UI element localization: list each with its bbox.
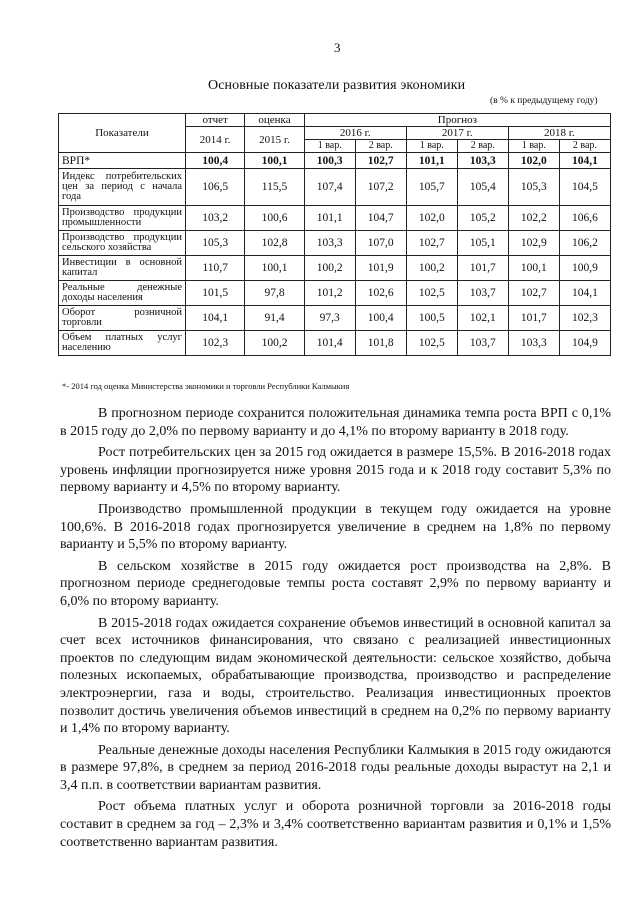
cell-value: 102,0: [508, 153, 559, 169]
table-footnote: *- 2014 год оценка Министерства экономики и торговли Республики Калмыкия: [62, 381, 350, 391]
cell-value: 100,1: [245, 256, 304, 281]
header-variant-1: 1 вар.: [508, 140, 559, 153]
indicators-table: [58, 113, 611, 356]
row-label: Производство продукции промышленности: [59, 206, 186, 231]
cell-value: 105,3: [508, 169, 559, 206]
header-variant-1: 1 вар.: [304, 140, 355, 153]
cell-value: 91,4: [245, 306, 304, 331]
cell-value: 101,1: [406, 153, 457, 169]
cell-value: 104,9: [559, 331, 610, 356]
cell-value: 97,3: [304, 306, 355, 331]
table-row: [59, 153, 611, 169]
cell-value: 102,1: [457, 306, 508, 331]
cell-value: 101,1: [304, 206, 355, 231]
cell-value: 106,5: [186, 169, 245, 206]
header-variant-2: 2 вар.: [559, 140, 610, 153]
cell-value: 97,8: [245, 281, 304, 306]
row-label: Индекс потребительских цен за период с начала года: [59, 169, 186, 206]
cell-value: 100,4: [186, 153, 245, 169]
cell-value: 100,1: [508, 256, 559, 281]
row-label: Производство продукции сельского хозяйства: [59, 231, 186, 256]
cell-value: 106,6: [559, 206, 610, 231]
row-label: Реальные денежные доходы населения: [59, 281, 186, 306]
cell-value: 105,2: [457, 206, 508, 231]
cell-value: 101,9: [355, 256, 406, 281]
cell-value: 102,7: [355, 153, 406, 169]
cell-value: 102,2: [508, 206, 559, 231]
header-indicators: Показатели: [59, 114, 186, 153]
cell-value: 100,2: [406, 256, 457, 281]
cell-value: 101,8: [355, 331, 406, 356]
cell-value: 105,1: [457, 231, 508, 256]
cell-value: 104,1: [186, 306, 245, 331]
header-year-2014: 2014 г.: [186, 127, 245, 153]
paragraph: В сельском хозяйстве в 2015 году ожидается рост производства на 2,8%. В прогнозном периоде среднегодовые темпы роста составят 2,9% по первому варианту и 6,0% по второму варианту.: [60, 558, 611, 609]
paragraph: Рост потребительских цен за 2015 год ожидается в размере 15,5%. В 2016-2018 годах уровень инфляции прогнозируется ниже уровня 2015 года и к 2018 году составит 5,3% по первому варианту и 4,5% по второму варианту.: [60, 445, 611, 496]
cell-value: 101,7: [457, 256, 508, 281]
table-row: [59, 206, 611, 231]
cell-value: 102,9: [508, 231, 559, 256]
cell-value: 102,7: [406, 231, 457, 256]
row-label: ВРП*: [59, 153, 186, 169]
paragraph: В 2015-2018 годах ожидается сохранение объемов инвестиций в основной капитал за счет всех источников финансирования, что связано с реализацией инвестиционных проектов по следующим видам экономической деятельности: сельское хозяйство, добыча полезных ископаемых, обрабатывающие производства, производство и распределение электроэнергии, газа и воды, строительство. Реализация инвестиционных проектов позволит достичь увеличения объемов инвестиций в среднем на 0,2% по первому варианту и 1,4% по второму варианту.: [60, 615, 611, 737]
cell-value: 100,3: [304, 153, 355, 169]
table-row: [59, 281, 611, 306]
header-variant-1: 1 вар.: [406, 140, 457, 153]
cell-value: 100,1: [245, 153, 304, 169]
cell-value: 100,6: [245, 206, 304, 231]
body-text: [60, 405, 611, 855]
paragraph: Рост объема платных услуг и оборота розничной торговли за 2016-2018 годы составит в среднем за год – 2,3% и 3,4% соответственно вариантам развития и 0,1% и 1,5% соответственно вариантам развития.: [60, 799, 611, 850]
cell-value: 107,2: [355, 169, 406, 206]
header-year-2017: 2017 г.: [406, 127, 508, 140]
cell-value: 100,2: [304, 256, 355, 281]
header-variant-2: 2 вар.: [457, 140, 508, 153]
paragraph: Реальные денежные доходы населения Республики Калмыкия в 2015 году ожидаются в размере 97,8%, в среднем за период 2016-2018 годы реальные доходы вырастут на 2,1 и 3,4 п.п. в соответствии вариантам развития.: [60, 742, 611, 793]
cell-value: 101,5: [186, 281, 245, 306]
cell-value: 106,2: [559, 231, 610, 256]
cell-value: 100,4: [355, 306, 406, 331]
cell-value: 110,7: [186, 256, 245, 281]
row-label: Объем платных услуг населению: [59, 331, 186, 356]
header-variant-2: 2 вар.: [355, 140, 406, 153]
cell-value: 102,5: [406, 281, 457, 306]
cell-value: 103,3: [508, 331, 559, 356]
table-row: [59, 256, 611, 281]
cell-value: 102,6: [355, 281, 406, 306]
header-estimate: оценка: [245, 114, 304, 127]
cell-value: 100,5: [406, 306, 457, 331]
cell-value: 100,9: [559, 256, 610, 281]
cell-value: 103,3: [304, 231, 355, 256]
header-forecast: Прогноз: [304, 114, 610, 127]
units-note: (в % к предыдущему году): [490, 96, 598, 106]
cell-value: 102,7: [508, 281, 559, 306]
cell-value: 105,7: [406, 169, 457, 206]
cell-value: 104,1: [559, 153, 610, 169]
cell-value: 104,1: [559, 281, 610, 306]
header-year-2016: 2016 г.: [304, 127, 406, 140]
cell-value: 115,5: [245, 169, 304, 206]
cell-value: 101,7: [508, 306, 559, 331]
cell-value: 103,7: [457, 281, 508, 306]
row-label: Оборот розничной торговли: [59, 306, 186, 331]
cell-value: 103,2: [186, 206, 245, 231]
cell-value: 107,0: [355, 231, 406, 256]
page-title: Основные показатели развития экономики: [208, 78, 466, 93]
cell-value: 104,7: [355, 206, 406, 231]
row-label: Инвестиции в основной капитал: [59, 256, 186, 281]
header-year-2018: 2018 г.: [508, 127, 610, 140]
cell-value: 102,8: [245, 231, 304, 256]
cell-value: 103,7: [457, 331, 508, 356]
cell-value: 105,4: [457, 169, 508, 206]
page-number: 3: [334, 40, 341, 55]
table-row: [59, 231, 611, 256]
cell-value: 100,2: [245, 331, 304, 356]
paragraph: В прогнозном периоде сохранится положительная динамика темпа роста ВРП с 0,1% в 2015 году до 2,0% по первому варианту и до 4,1% по второму варианту в 2018 году.: [60, 406, 611, 439]
cell-value: 101,2: [304, 281, 355, 306]
cell-value: 102,5: [406, 331, 457, 356]
cell-value: 105,3: [186, 231, 245, 256]
cell-value: 102,3: [186, 331, 245, 356]
cell-value: 107,4: [304, 169, 355, 206]
table-row: [59, 306, 611, 331]
cell-value: 103,3: [457, 153, 508, 169]
table-row: [59, 331, 611, 356]
table-row: [59, 169, 611, 206]
cell-value: 102,0: [406, 206, 457, 231]
header-year-2015: 2015 г.: [245, 127, 304, 153]
cell-value: 104,5: [559, 169, 610, 206]
cell-value: 101,4: [304, 331, 355, 356]
header-report: отчет: [186, 114, 245, 127]
cell-value: 102,3: [559, 306, 610, 331]
paragraph: Производство промышленной продукции в текущем году ожидается на уровне 100,6%. В 2016-2018 годах прогнозируется увеличение в среднем на 1,8% по первому варианту и 5,5% по второму варианту.: [60, 501, 611, 553]
